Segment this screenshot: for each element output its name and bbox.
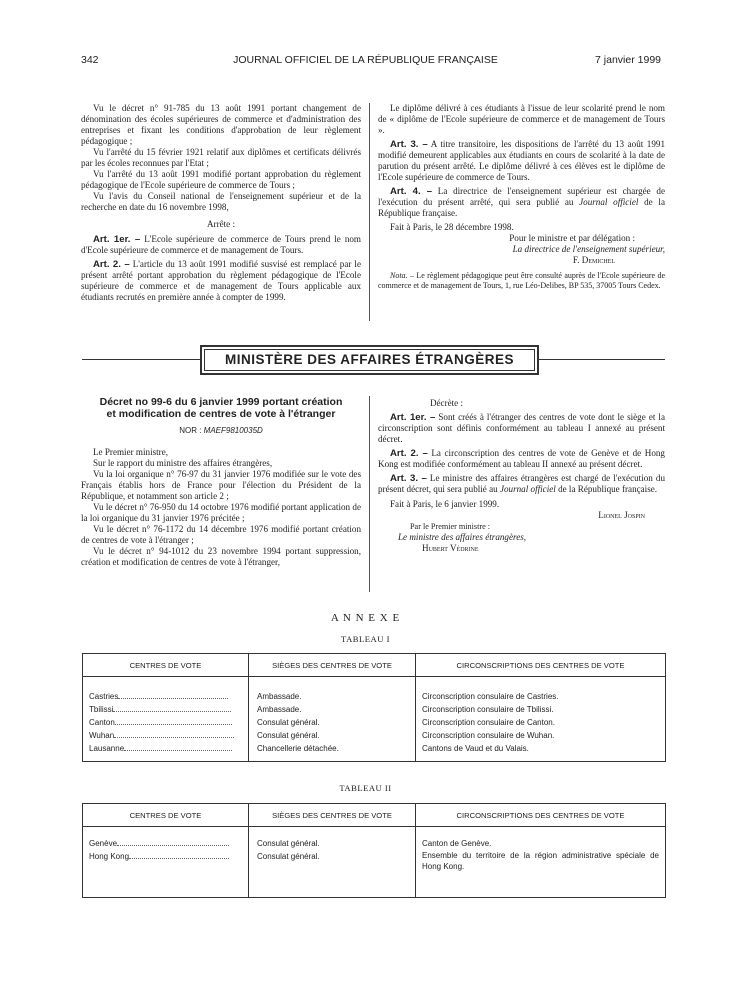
nor-label: NOR : xyxy=(179,426,202,435)
article-text: L'article du 13 août 1991 modifié susvisé est remplacé par le présent arrêté portant approbation du règlement pédagogique de l'Ecole supérieure de commerce et de management de Tours applicable aux étudiants recrutés en première année à compter de 1999. xyxy=(81,259,361,302)
nota-label: Nota. xyxy=(390,271,408,280)
paragraph: Vu le décret n° 94-1012 du 23 novembre 1994 portant suppression, création et modification de centres de vote à l'étranger, xyxy=(81,546,361,567)
tableau-2 xyxy=(82,803,666,898)
table-cell: Circonscription consulaire de Wuhan. xyxy=(422,731,555,740)
journal-name: Journal officiel xyxy=(499,484,556,494)
article-label: Art. 2. – xyxy=(93,259,130,270)
signatory-title: La directrice de l'enseignement supérieur, xyxy=(512,244,665,254)
premier-ministre: Le Premier ministre, xyxy=(93,447,169,457)
minister-signature: Hubert Védrine xyxy=(422,543,479,553)
paragraph: Vu l'avis du Conseil national de l'enseignement supérieur et de la recherche en date du 16 novembre 1998, xyxy=(81,191,361,212)
ministry-title: MINISTÈRE DES AFFAIRES ÉTRANGÈRES xyxy=(224,352,515,367)
article-label: Art. 1er. – xyxy=(390,412,436,423)
table-cell: Canton xyxy=(89,716,244,729)
issue-date: 7 janvier 1999 xyxy=(595,54,661,66)
column-header: CIRCONSCRIPTIONS DES CENTRES DE VOTE xyxy=(416,804,666,827)
article-label: Art. 1er. – xyxy=(93,234,141,245)
column-header: CIRCONSCRIPTIONS DES CENTRES DE VOTE xyxy=(416,654,666,677)
centres-column xyxy=(83,677,249,762)
article-4 xyxy=(378,186,665,219)
table-cell: Circonscription consulaire de Tbilissi. xyxy=(422,705,554,714)
table-cell: Consulat général. xyxy=(257,839,320,848)
decree-title-line: Décret no 99-6 du 6 janvier 1999 portant création xyxy=(99,396,343,408)
journal-title: JOURNAL OFFICIEL DE LA RÉPUBLIQUE FRANÇAISE xyxy=(233,54,498,66)
circonscriptions-column xyxy=(416,827,666,898)
delegation-line: Pour le ministre et par délégation : xyxy=(509,233,635,243)
decree-right-column xyxy=(378,398,665,554)
paragraph: Vu le décret n° 91-785 du 13 août 1991 portant changement de dénomination des écoles supérieures de commerce et d'administration des entreprises et fixant les conditions d'approbation de leur règlement pédagogique ; xyxy=(81,103,361,146)
paragraph: Vu le décret n° 76-1172 du 14 décembre 1976 modifié portant création de centres de vote à l'étranger ; xyxy=(81,524,361,545)
nota-text: – Le règlement pédagogique peut être consulté auprès de l'Ecole supérieure de commerce et de management de Tours, 1, rue Léo-Delibes, BP 535, 37005 Tours Cedex. xyxy=(378,271,666,290)
decrete-heading: Décrète : xyxy=(429,398,464,408)
decree-title xyxy=(81,396,361,420)
article-text: Le ministre des affaires étrangères est chargé de l'exécution du présent décret, qui sera publié au xyxy=(378,473,665,494)
decree-article-2 xyxy=(378,448,665,470)
article-label: Art. 3. – xyxy=(390,139,428,150)
tableau-1-caption: TABLEAU I xyxy=(341,634,390,644)
table-cell: Ambassade. xyxy=(257,692,302,701)
top-left-column xyxy=(81,103,361,303)
article-text-end: de la République française. xyxy=(378,197,665,218)
paragraph: Vu la loi organique n° 76-97 du 31 janvier 1976 modifiée sur le vote des Français établis hors de France pour l'élection du Président de la République, et notamment son article 2 ; xyxy=(81,469,361,501)
decree-preamble xyxy=(81,447,361,568)
table-cell: Wuhan xyxy=(89,729,244,742)
journal-name: Journal officiel xyxy=(579,197,639,207)
article-text: La circonscription des centres de vote de Genève et de Hong Kong est modifiée conformément au tableau II annexé au présent décret. xyxy=(378,448,665,469)
rule-left xyxy=(82,359,200,360)
table-cell: Consulat général. xyxy=(257,718,320,727)
arrete-heading: Arrête : xyxy=(206,219,236,229)
sieges-column xyxy=(249,827,416,898)
column-separator xyxy=(369,396,370,592)
decree-title-line: et modification de centres de vote à l'étranger xyxy=(106,408,336,420)
decree-article-3 xyxy=(378,473,665,495)
article-3 xyxy=(378,139,665,183)
table-cell: Hong Kong xyxy=(89,850,244,863)
table-cell: Circonscription consulaire de Canton. xyxy=(422,718,555,727)
annexe-title: A N N E X E xyxy=(330,612,401,624)
fait-a-paris: Fait à Paris, le 28 décembre 1998. xyxy=(390,222,514,232)
decree-fait: Fait à Paris, le 6 janvier 1999. xyxy=(390,499,500,509)
table-header-row xyxy=(83,804,666,827)
table-body xyxy=(83,827,666,898)
article-text: La directrice de l'enseignement supérieur est chargée de l'exécution du présent arrêté, qui sera publié au xyxy=(378,186,666,207)
article-text-end: de la République française. xyxy=(558,484,658,494)
minister-title: Le ministre des affaires étrangères, xyxy=(398,532,527,542)
table-cell: Tbilissi xyxy=(89,703,244,716)
article-text: A titre transitoire, les dispositions de l'arrêté du 13 août 1991 modifié demeurent applicables aux étudiants en cours de scolarité à la date de parution du présent arrêté. Le diplôme délivré à ces élèves est le diplôme de l'Ecole supérieure de commerce de Tours. xyxy=(378,139,665,182)
paragraph: Sur le rapport du ministre des affaires étrangères, xyxy=(93,458,273,468)
article-text: L'Ecole supérieure de commerce de Tours prend le nom d'Ecole supérieure de commerce et de management de Tours. xyxy=(81,234,361,255)
table-cell: Consulat général. xyxy=(257,731,320,740)
tableau-2-caption: TABLEAU II xyxy=(339,783,392,793)
decree-left-column xyxy=(81,396,361,568)
decree-article-1 xyxy=(378,412,665,445)
sieges-column xyxy=(249,677,416,762)
par-le-premier-ministre: Par le Premier ministre : xyxy=(410,522,491,531)
nota xyxy=(378,271,665,291)
tableau-1 xyxy=(82,653,666,762)
column-header: SIÈGES DES CENTRES DE VOTE xyxy=(249,654,416,677)
paragraph: Le diplôme délivré à ces étudiants à l'issue de leur scolarité prend le nom de « diplôme de l'Ecole supérieure de commerce et de management de Tours ». xyxy=(378,103,665,135)
centres-column xyxy=(83,827,249,898)
table-cell: Ambassade. xyxy=(257,705,302,714)
table-cell: Lausanne xyxy=(89,742,244,755)
rule-right xyxy=(539,359,665,360)
table-cell: Chancellerie détachée. xyxy=(257,744,339,753)
column-separator xyxy=(369,103,370,321)
nor-code: MAEF9810035D xyxy=(203,426,263,435)
table-cell: Ensemble du territoire de la région administrative spéciale de Hong Kong. xyxy=(422,851,659,871)
column-header: CENTRES DE VOTE xyxy=(83,804,249,827)
column-header: CENTRES DE VOTE xyxy=(83,654,249,677)
column-header: SIÈGES DES CENTRES DE VOTE xyxy=(249,804,416,827)
table-cell: Castries xyxy=(89,690,244,703)
paragraph: Vu l'arrêté du 13 août 1991 modifié portant approbation du règlement pédagogique de l'Ecole supérieure de commerce de Tours ; xyxy=(81,169,361,190)
paragraph: Vu l'arrêté du 15 février 1921 relatif aux diplômes et certificats délivrés par les écoles reconnues par l'Etat ; xyxy=(81,147,361,168)
article-1 xyxy=(81,234,361,256)
article-label: Art. 4. – xyxy=(390,186,433,197)
article-label: Art. 3. – xyxy=(390,473,427,484)
table-cell: Circonscription consulaire de Castries. xyxy=(422,692,559,701)
paragraph: Vu le décret n° 76-950 du 14 octobre 1976 modifié portant application de la loi organique du 31 janvier 1976 précitée ; xyxy=(81,502,361,523)
table-body xyxy=(83,677,666,762)
circonscriptions-column xyxy=(416,677,666,762)
signatory-name: F. Demichel xyxy=(572,255,615,265)
article-label: Art. 2. – xyxy=(390,448,428,459)
article-text: Sont créés à l'étranger des centres de vote dont le siège et la circonscription sont définis conformément au tableau I annexé au présent décret. xyxy=(378,412,665,444)
table-cell: Cantons de Vaud et du Valais. xyxy=(422,744,529,753)
nor-reference xyxy=(81,426,361,435)
table-header-row xyxy=(83,654,666,677)
pm-signature: Lionel Jospin xyxy=(598,510,645,520)
table-cell: Consulat général. xyxy=(257,852,320,861)
table-cell: Canton de Genève. xyxy=(422,839,492,848)
top-right-column xyxy=(378,103,665,291)
page-number: 342 xyxy=(81,54,99,66)
table-cell: Genève xyxy=(89,837,244,850)
article-2 xyxy=(81,259,361,303)
ministry-box xyxy=(200,345,539,375)
